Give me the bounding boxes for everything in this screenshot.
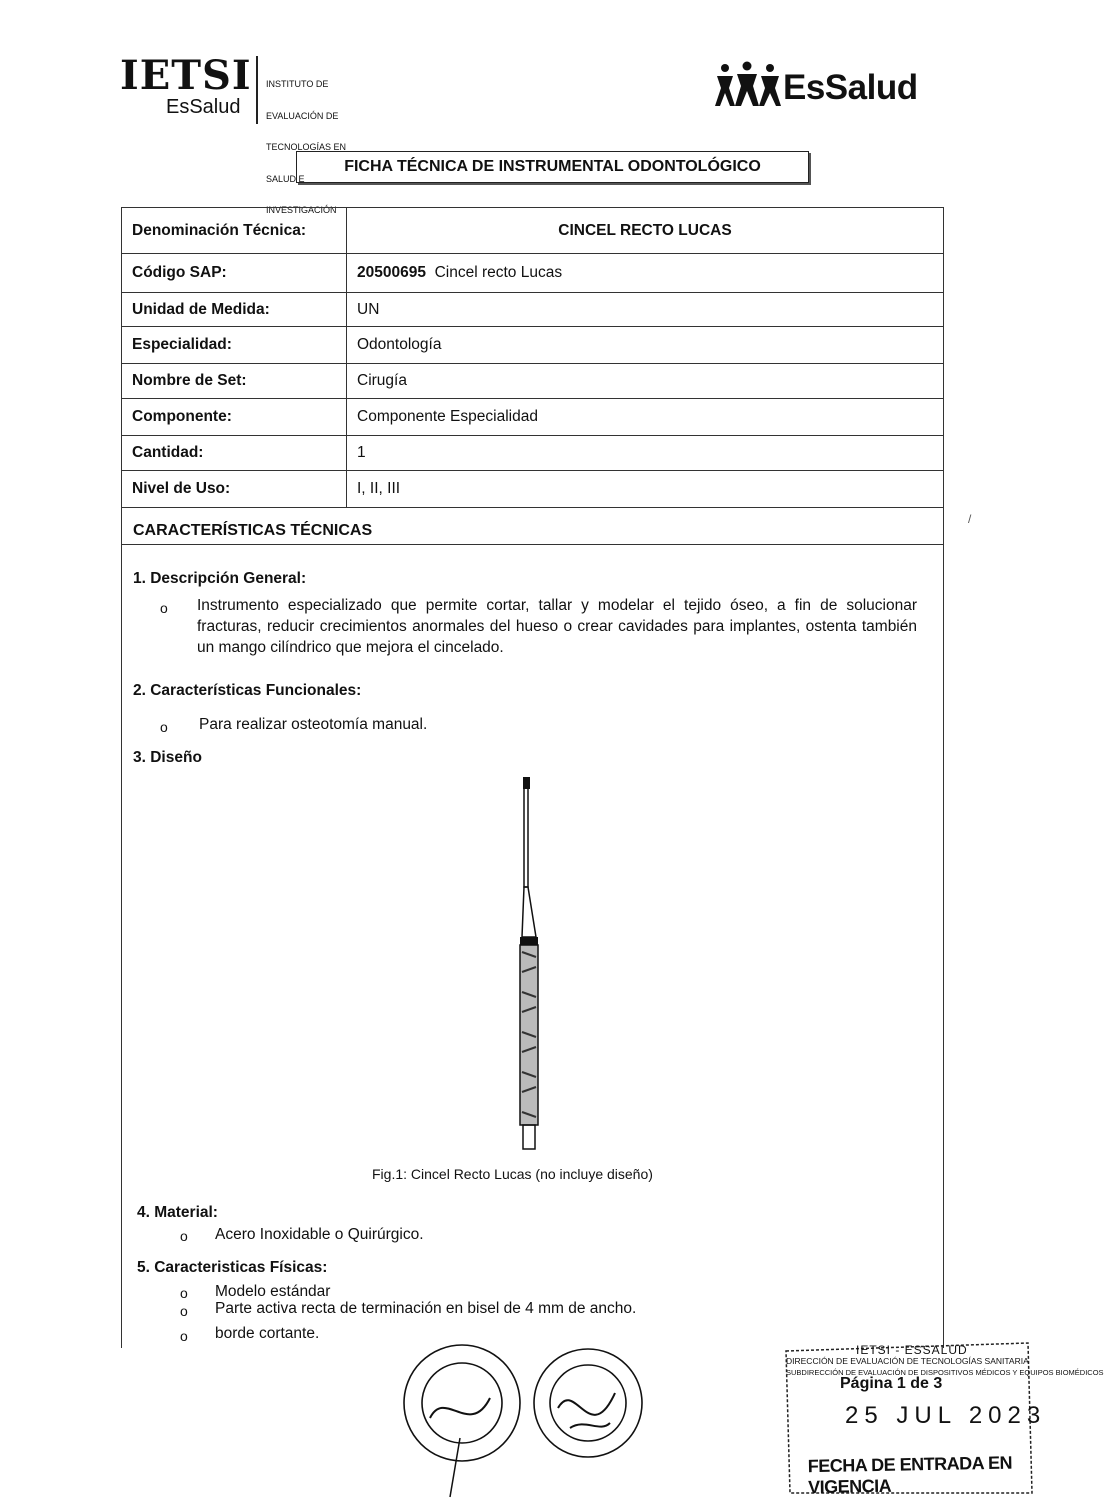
nivel-value: I, II, III	[347, 471, 944, 508]
nivel-label: Nivel de Uso:	[122, 471, 347, 508]
section-3-title: 3. Diseño	[133, 749, 202, 766]
section-4-title: 4. Material:	[137, 1204, 218, 1221]
table-row	[122, 254, 944, 293]
unidad-label: Unidad de Medida:	[122, 293, 347, 327]
section-2-title: 2. Características Funcionales:	[133, 682, 362, 699]
ietsi-logo-text: IETSI	[120, 52, 252, 99]
section-1-title: 1. Descripción General:	[133, 570, 307, 587]
stamp-date: 25 JUL 2023	[845, 1402, 1047, 1429]
codigo-cell	[347, 254, 944, 293]
bullet-icon: o	[180, 1228, 188, 1244]
chisel-image	[490, 777, 570, 1155]
bullet-icon: o	[180, 1328, 188, 1344]
denominacion-label: Denominación Técnica:	[122, 208, 347, 254]
codigo-text: Cincel recto Lucas	[434, 264, 563, 281]
table-row	[122, 293, 944, 327]
ietsi-logo	[120, 52, 370, 215]
bullet-icon: o	[160, 719, 168, 735]
set-value: Cirugía	[347, 364, 944, 399]
scan-mark: /	[968, 512, 972, 526]
section-5-item: Parte activa recta de terminación en bisel de 4 mm de ancho.	[215, 1300, 637, 1317]
table-row	[122, 364, 944, 399]
stamp-line: DIRECCIÓN DE EVALUACIÓN DE TECNOLOGÍAS SANITARIA	[786, 1356, 1029, 1366]
essalud-family-icon	[713, 60, 783, 108]
bullet-icon: o	[160, 600, 168, 616]
especialidad-value: Odontología	[347, 327, 944, 364]
bullet-icon: o	[180, 1303, 188, 1319]
set-label: Nombre de Set:	[122, 364, 347, 399]
chisel-collar	[520, 937, 538, 945]
componente-label: Componente:	[122, 399, 347, 436]
ietsi-line: INVESTIGACIÓN	[266, 205, 337, 215]
componente-value: Componente Especialidad	[347, 399, 944, 436]
section-5-item: borde cortante.	[215, 1325, 320, 1342]
ietsi-logo-subtext: EsSalud	[166, 96, 241, 118]
figure-caption: Fig.1: Cincel Recto Lucas (no incluye diseño)	[372, 1166, 653, 1182]
especialidad-label: Especialidad:	[122, 327, 347, 364]
codigo-label: Código SAP:	[122, 254, 347, 293]
seals-image	[400, 1338, 640, 1497]
table-row	[122, 436, 944, 471]
chisel-blade	[524, 787, 528, 887]
ietsi-logo-divider	[256, 56, 258, 124]
section-1-text: Instrumento especializado que permite cortar, tallar y modelar el tejido óseo, a fin de solucionar fracturas, reducir crecimientos anormales del hueso o crear cavidades para implantes, ostenta también un mango cilíndrico que mejora el cincelado.	[197, 597, 917, 656]
bullet-icon: o	[180, 1285, 188, 1301]
codigo-number: 20500695	[357, 264, 426, 281]
essalud-logo-text: EsSalud	[783, 68, 918, 107]
characteristics-heading: CARACTERÍSTICAS TÉCNICAS	[133, 522, 373, 539]
cantidad-label: Cantidad:	[122, 436, 347, 471]
document-title: FICHA TÉCNICA DE INSTRUMENTAL ODONTOLÓGICO	[296, 151, 809, 183]
section-2-text: Para realizar osteotomía manual.	[199, 716, 428, 733]
essalud-logo	[713, 60, 943, 110]
table-row	[122, 327, 944, 364]
table-row	[122, 399, 944, 436]
ietsi-line: INSTITUTO DE	[266, 79, 329, 89]
unidad-value: UN	[347, 293, 944, 327]
stamp-vigencia: FECHA DE ENTRADA EN VIGENCIA	[807, 1452, 1013, 1498]
stamp-line: SUBDIRECCIÓN DE EVALUACIÓN DE DISPOSITIVOS MÉDICOS Y EQUIPOS BIOMÉDICOS	[786, 1368, 1104, 1377]
chisel-end	[523, 1125, 535, 1149]
spec-table	[121, 207, 944, 508]
section-5-title: 5. Caracteristicas Físicas:	[137, 1259, 328, 1276]
ietsi-line: TECNOLOGÍAS EN	[266, 142, 347, 152]
chisel-neck	[522, 887, 536, 937]
ietsi-line: EVALUACIÓN DE	[266, 110, 339, 121]
denominacion-value: CINCEL RECTO LUCAS	[347, 208, 944, 254]
section-5-item: Modelo estándar	[215, 1283, 331, 1300]
table-row	[122, 471, 944, 508]
stamp-page-number: Página 1 de 3	[840, 1375, 943, 1392]
cantidad-value: 1	[347, 436, 944, 471]
section-4-text: Acero Inoxidable o Quirúrgico.	[215, 1226, 424, 1243]
table-row	[122, 208, 944, 254]
ietsi-line: SALUD E	[266, 173, 305, 184]
stamp-org: IETSI - ESSALUD	[856, 1343, 968, 1357]
section-divider	[121, 544, 944, 545]
